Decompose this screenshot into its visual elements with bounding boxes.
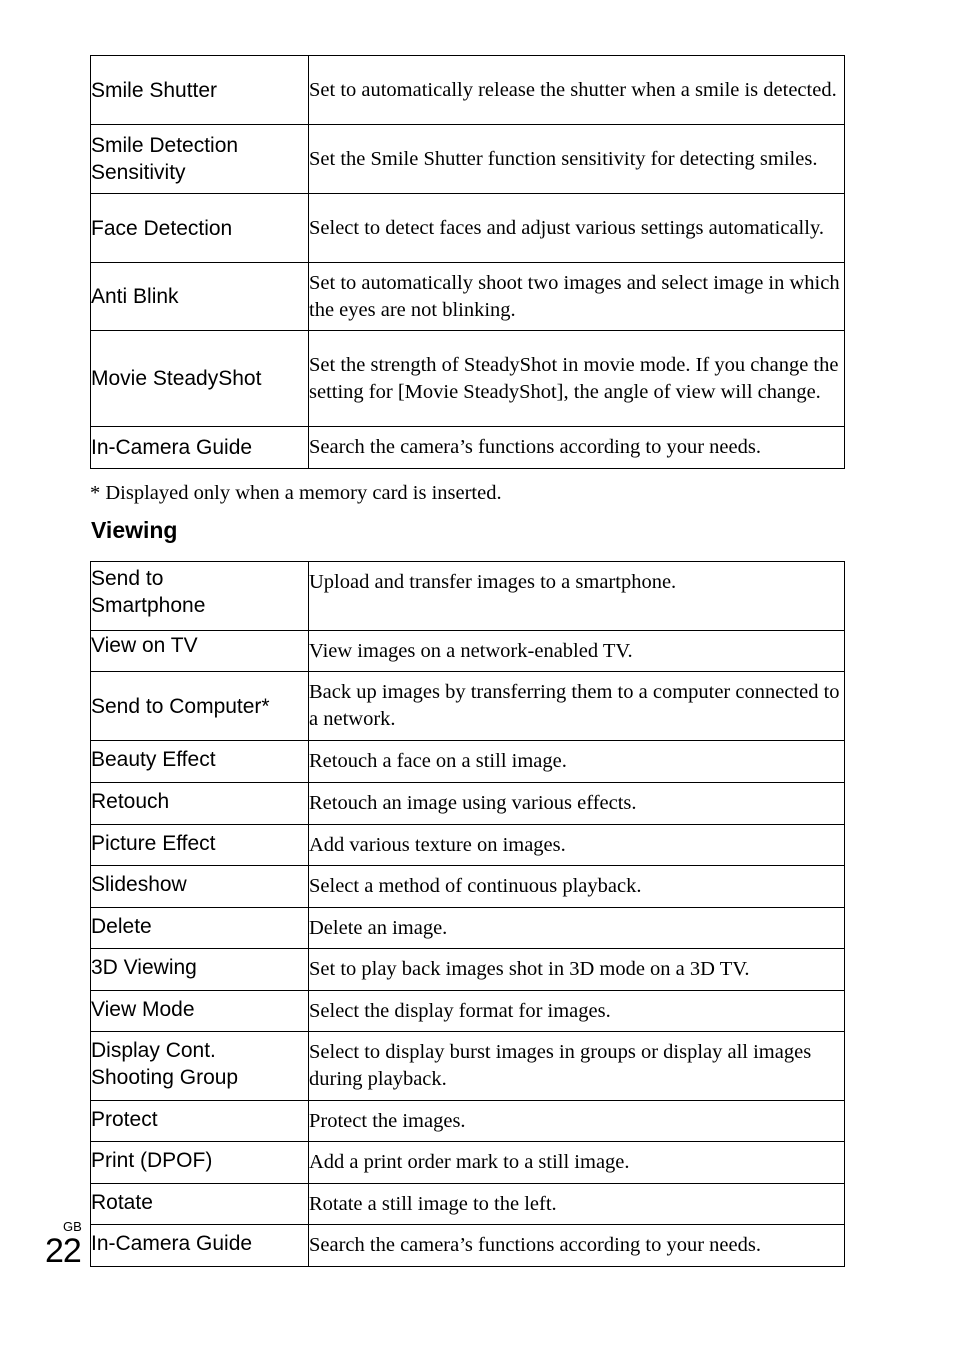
row-description: Back up images by transferring them to a computer connected to a network.: [309, 672, 845, 741]
table-row: [91, 427, 845, 469]
row-term: Retouch: [91, 783, 309, 825]
row-term: Delete: [91, 908, 309, 949]
row-term: Send to Computer*: [91, 672, 309, 741]
page-language-code: GB: [63, 1219, 82, 1234]
table-row: [91, 672, 845, 741]
table-row: [91, 194, 845, 263]
row-term: Protect: [91, 1101, 309, 1142]
row-term: Smile Detection Sensitivity: [91, 125, 309, 194]
table-row: [91, 263, 845, 331]
row-description: Protect the images.: [309, 1101, 845, 1142]
settings-table: [90, 55, 845, 469]
row-description: Select to display burst images in groups or display all images during playback.: [309, 1032, 845, 1101]
row-description: Set to play back images shot in 3D mode on a 3D TV.: [309, 949, 845, 991]
row-description: View images on a network-enabled TV.: [309, 631, 845, 672]
row-term: Display Cont. Shooting Group: [91, 1032, 309, 1101]
row-description: Add various texture on images.: [309, 825, 845, 866]
page-number: 22: [45, 1232, 81, 1270]
row-term: In-Camera Guide: [91, 427, 309, 469]
row-term: Picture Effect: [91, 825, 309, 866]
row-term: Face Detection: [91, 194, 309, 263]
table-row: [91, 1101, 845, 1142]
row-description: Set to automatically shoot two images and select image in which the eyes are not blinking.: [309, 263, 845, 331]
row-description: Select a method of continuous playback.: [309, 866, 845, 908]
table-row: [91, 908, 845, 949]
row-description: Search the camera’s functions according to your needs.: [309, 427, 845, 469]
row-term: 3D Viewing: [91, 949, 309, 991]
row-description: Select the display format for images.: [309, 991, 845, 1032]
table-row: [91, 1032, 845, 1101]
row-description: Select to detect faces and adjust various settings automatically.: [309, 194, 845, 263]
row-term: Slideshow: [91, 866, 309, 908]
row-description: Retouch a face on a still image.: [309, 741, 845, 783]
table-row: [91, 949, 845, 991]
table-row: [91, 741, 845, 783]
row-term: View Mode: [91, 991, 309, 1032]
footnote: * Displayed only when a memory card is inserted.: [90, 482, 502, 504]
table-row: [91, 783, 845, 825]
section-heading: Viewing: [91, 517, 178, 543]
row-term: Rotate: [91, 1184, 309, 1225]
table-row: [91, 825, 845, 866]
table-row: [91, 866, 845, 908]
table-row: [91, 562, 845, 631]
row-term: Beauty Effect: [91, 741, 309, 783]
row-description: Retouch an image using various effects.: [309, 783, 845, 825]
row-term: Movie SteadyShot: [91, 331, 309, 427]
table-row: [91, 1225, 845, 1267]
viewing-table: [90, 561, 845, 1267]
row-term: Print (DPOF): [91, 1142, 309, 1184]
table-row: [91, 125, 845, 194]
row-term: Smile Shutter: [91, 56, 309, 125]
row-term: Anti Blink: [91, 263, 309, 331]
table-row: [91, 331, 845, 427]
row-term: In-Camera Guide: [91, 1225, 309, 1267]
table-row: [91, 631, 845, 672]
row-description: Add a print order mark to a still image.: [309, 1142, 845, 1184]
row-description: Set the Smile Shutter function sensitivity for detecting smiles.: [309, 125, 845, 194]
table-row: [91, 1142, 845, 1184]
row-description: Upload and transfer images to a smartphone.: [309, 562, 845, 631]
table-row: [91, 991, 845, 1032]
table-row: [91, 1184, 845, 1225]
row-description: Search the camera’s functions according to your needs.: [309, 1225, 845, 1267]
row-description: Set the strength of SteadyShot in movie mode. If you change the setting for [Movie SteadyShot], the angle of view will change.: [309, 331, 845, 427]
row-term: View on TV: [91, 631, 309, 672]
row-description: Rotate a still image to the left.: [309, 1184, 845, 1225]
row-term: Send to Smartphone: [91, 562, 309, 631]
row-description: Delete an image.: [309, 908, 845, 949]
row-description: Set to automatically release the shutter when a smile is detected.: [309, 56, 845, 125]
table-row: [91, 56, 845, 125]
